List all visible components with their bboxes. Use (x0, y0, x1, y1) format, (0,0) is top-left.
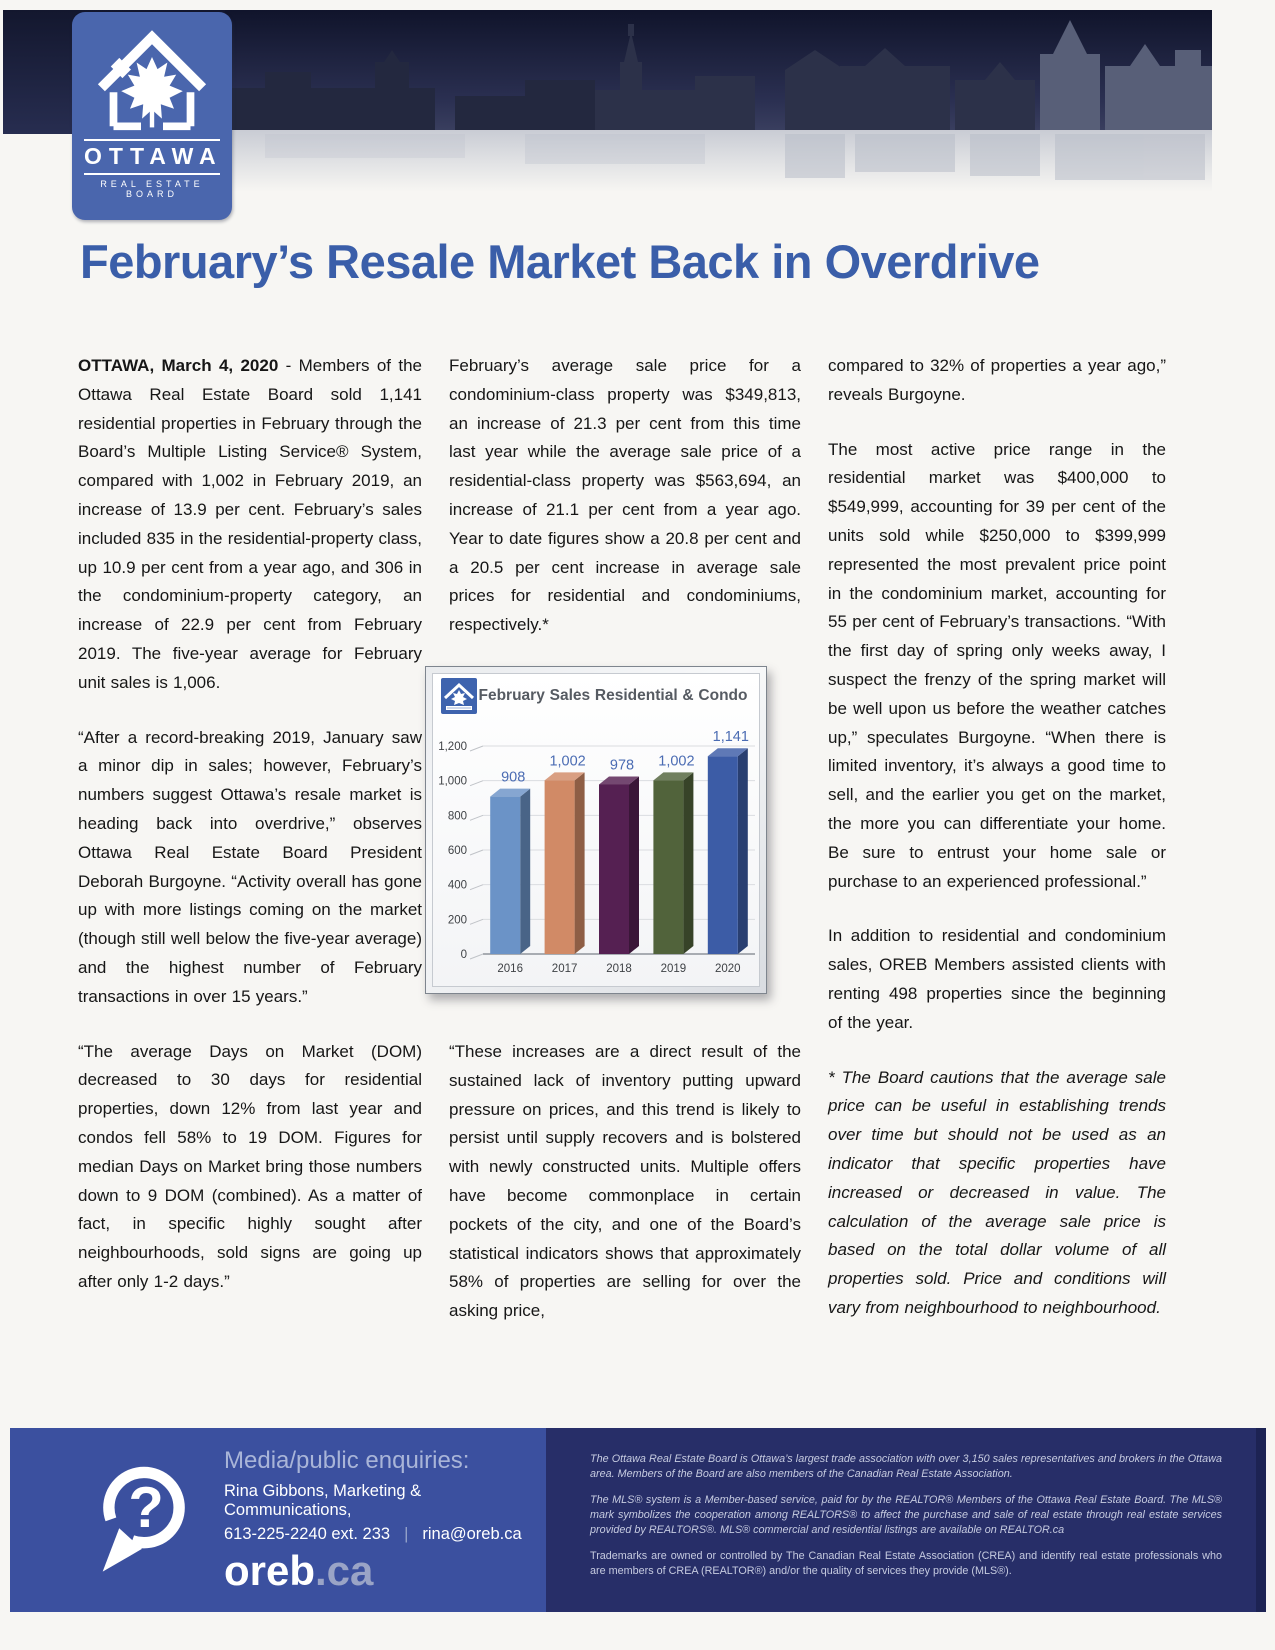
svg-text:1,002: 1,002 (658, 753, 695, 770)
question-mark-bubble-icon (92, 1458, 196, 1582)
bar-chart (433, 716, 763, 984)
paragraph: “These increases are a direct result of the sustained lack of inventory putting upward pressure on prices, and this trend is likely to persist until supply recovers and is bolstered with newly constructed units. Multiple offers have become commonplace in certain pockets of the city, and one of the Board’s statistical indicators shows that approximately 58% of properties are selling for over the asking price, (449, 1041, 801, 1321)
chart-inner (432, 673, 760, 987)
paragraph: In addition to residential and condominium sales, OREB Members assisted clients with renting 498 properties since the beginning of the year. (828, 926, 1166, 1032)
svg-text:2020: 2020 (715, 962, 741, 975)
article-body (78, 352, 1166, 1352)
ottawa-skyline-photo (225, 10, 1212, 192)
contact-phone: 613-225-2240 ext. 233 (224, 1525, 391, 1543)
svg-text:2019: 2019 (660, 962, 687, 975)
site-tld: .ca (315, 1547, 374, 1594)
svg-text:800: 800 (447, 810, 467, 823)
svg-text:1,141: 1,141 (712, 729, 749, 746)
chart-title: February Sales Residential & Condo (478, 686, 748, 704)
svg-text:1,200: 1,200 (438, 740, 467, 753)
logo-suborg-name: REAL ESTATE BOARD (100, 179, 204, 199)
lead-text: - Members of the Ottawa Real Estate Board sold 1,141 residential properties in February through the Board’s Multiple Listing Service® System, compared with 1,002 in February 2019, an increase of 13.9 per cent. February’s sales included 835 in the residential-property class, up 10.9 per cent from a year ago, and 306 in the condominium-property category, an increase of 22.9 per cent from February 2019. The five-year average for February unit sales is 1,006. (78, 356, 422, 692)
oreb-logo (72, 12, 232, 220)
legal-paragraph: The Ottawa Real Estate Board is Ottawa’s largest trade association with over 3,150 sales representatives and brokers in the Ottawa area. Members of the Board are also members of the Canadian Real Estate Association. (590, 1453, 1222, 1480)
lead-paragraph (78, 352, 422, 698)
site-name: oreb (224, 1547, 316, 1594)
svg-text:908: 908 (501, 769, 526, 786)
svg-text:400: 400 (447, 879, 467, 892)
paragraph: February’s average sale price for a condominium-class property was $349,813, an increase of 21.3 per cent from this time last year while the average sale price of a residential-class property was $563,694, an increase of 21.1 per cent from a year ago. Year to date figures show a 20.8 per cent and a 20.5 per cent increase in average sale prices for residential and condominiums, respectively.* (449, 356, 801, 635)
chart-header (433, 676, 759, 716)
sales-chart (425, 666, 767, 994)
chart-oreb-logo-icon (441, 678, 477, 714)
contact-block (224, 1447, 546, 1593)
enquiries-heading: Media/public enquiries: (224, 1447, 470, 1474)
svg-text:0: 0 (460, 948, 467, 961)
logo-org-name: OTTAWA (84, 139, 220, 175)
svg-text:2016: 2016 (497, 962, 523, 975)
oreb-site-wordmark (224, 1549, 546, 1593)
svg-text:1,002: 1,002 (549, 753, 586, 770)
svg-text:2017: 2017 (551, 962, 578, 975)
media-enquiries-panel (10, 1428, 546, 1612)
dateline: OTTAWA, March 4, 2020 (78, 356, 279, 375)
contact-separator: | (404, 1525, 409, 1543)
footer-legal-panel (546, 1428, 1266, 1612)
article-column-3 (828, 352, 1166, 1352)
contact-line (224, 1525, 546, 1544)
board-disclaimer: * The Board cautions that the average sale price can be useful in establishing trends over time but should not be used as an indicator that specific properties have increased or decreased in value. The calculation of the average sale price is based on the total dollar volume of all properties sold. Price and conditions will vary from neighbourhood to neighbourhood. (828, 1067, 1166, 1317)
article-column-2 (438, 352, 801, 1352)
svg-text:1,000: 1,000 (438, 775, 467, 788)
paragraph: The most active price range in the residential market was $400,000 to $549,999, accounting for 39 per cent of the units sold while $250,000 to $399,999 represented the most prevalent price point in the condominium market, accounting for 55 per cent of February’s transactions. “With the first day of spring only weeks away, I suspect the frenzy of the spring market will be well upon us before the weather catches up,” speculates Burgoyne. “When there is limited inventory, it’s always a good time to sell, and the earlier you get on the market, the more you can differentiate your home. Be sure to entrust your home sale or purchase to an experienced professional.” (828, 439, 1166, 891)
house-maple-leaf-icon (90, 24, 214, 134)
article-column-1 (78, 352, 422, 1352)
contact-name: Rina Gibbons, Marketing & Communications, (224, 1482, 422, 1519)
svg-text:600: 600 (447, 844, 467, 857)
paragraph: “After a record-breaking 2019, January saw a minor dip in sales; however, February’s numbers suggest Ottawa’s resale market is heading back into overdrive,” observes Ottawa Real Estate Board President Deborah Burgoyne. “Activity overall has gone up with more listings coming on the market (though still well below the five-year average) and the highest number of February transactions in over 15 years.” (78, 727, 422, 1006)
svg-text:?: ? (128, 1476, 164, 1541)
footer-band (10, 1428, 1266, 1612)
svg-text:978: 978 (609, 757, 635, 774)
paragraph: “The average Days on Market (DOM) decreased to 30 days for residential properties, down 12% from last year and condos fell 58% to 19 DOM. Figures for median Days on Market bring those numbers down to 9 DOM (combined). As a matter of fact, in specific highly sought after neighbourhoods, sold signs are going up after only 1-2 days.” (78, 1041, 422, 1291)
svg-text:2018: 2018 (606, 962, 632, 975)
svg-text:200: 200 (447, 914, 467, 927)
legal-paragraph: The MLS® system is a Member-based service, paid for by the REALTOR® Members of the Ottawa Real Estate Board. The MLS® mark symbolizes the cooperation among REALTORS® to affect the purchase and sale of real estate through real estate services provided by REALTORS®. MLS® commercial and residential listings are available on REALTOR.ca (590, 1494, 1222, 1536)
legal-paragraph: Trademarks are owned or controlled by The Canadian Real Estate Association (CREA) and identify real estate professionals who are members of CREA (REALTOR®) and/or the quality of services they provide (MLS®). (590, 1550, 1222, 1577)
contact-email: rina@oreb.ca (422, 1525, 522, 1543)
page-title: February’s Resale Market Back in Overdrive (80, 235, 1040, 288)
paragraph: compared to 32% of properties a year ago,” reveals Burgoyne. (828, 356, 1166, 404)
